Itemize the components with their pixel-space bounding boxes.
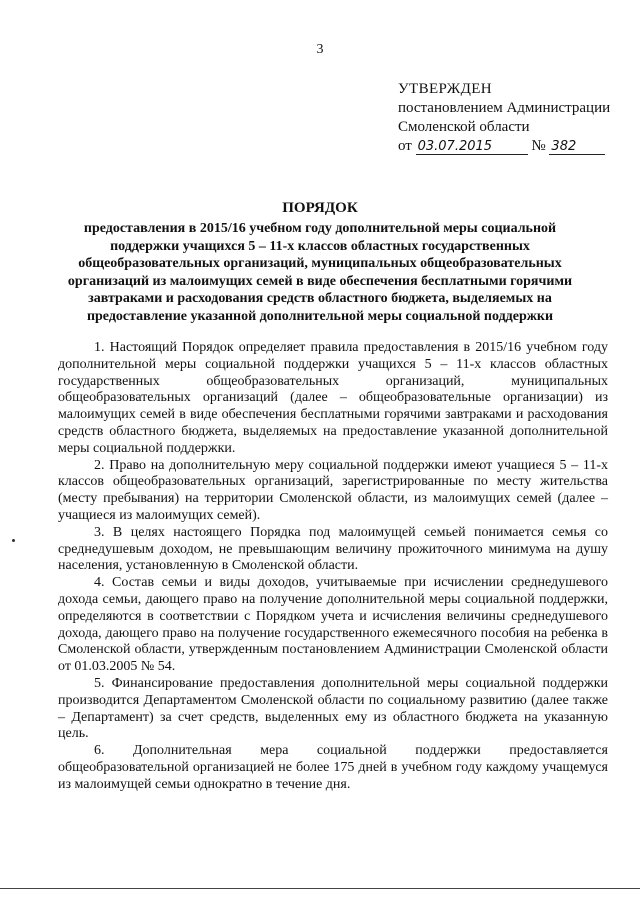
number-label: № <box>531 138 546 154</box>
approval-line-2: Смоленской области <box>398 119 530 135</box>
handwritten-date: 03.07.2015 <box>416 140 528 155</box>
page-number: 3 <box>316 42 324 57</box>
document-title: ПОРЯДОК <box>282 200 358 216</box>
approval-heading: УТВЕРЖДЕН <box>398 81 493 97</box>
handwritten-number: 382 <box>549 140 605 155</box>
approval-date-line <box>398 137 628 156</box>
scan-margin-mark <box>12 539 15 542</box>
footer-rule <box>0 888 640 889</box>
paragraph-5: 5. Финансирование предоставления дополнительной меры социальной поддержки производится Департаментом Смоленской области по социальному развитию (далее также – Департамент) за счет средств, выделенных ему из областного бюджета на указанную цель. <box>58 675 608 742</box>
paragraph-4: 4. Состав семьи и виды доходов, учитываемые при исчислении среднедушевого дохода семьи, дающего право на получение дополнительной меры социальной поддержки, определяются в соответствии с Порядком учета и исчисления величины среднедушевого дохода, дающего право на получение государственного ежемесячного пособия на ребенка в Смоленской области, утвержденным постановлением Администрации Смоленской области от 01.03.2005 № 54. <box>58 575 608 675</box>
paragraph-2: 2. Право на дополнительную меру социальной поддержки имеют учащиеся 5 – 11-х классов общеобразовательных организаций, зарегистрированные по месту жительства (месту пребывания) на территории Смоленской области, из малоимущих семей (далее – учащиеся из малоимущих семей). <box>58 457 608 523</box>
paragraph-3: 3. В целях настоящего Порядка под малоимущей семьей понимается семья со среднедушевым доходом, не превышающим величину прожиточного минимума на душу населения, установленную в Смоленской области. <box>58 524 608 574</box>
approval-block <box>398 80 628 156</box>
document-body <box>58 340 608 794</box>
date-prefix: от <box>398 138 412 154</box>
document-subtitle: предоставления в 2015/16 учебном году дополнительной меры социальной поддержки учащихся 5 – 11-х классов областных государственных общеобразовательных организаций, муниципальных общеобразовательных организаций из малоимущих семей в виде обеспечения бесплатными горячими завтраками и расходования средств областного бюджета, выделяемых на предоставление указанной дополнительной меры социальной поддержки <box>67 221 573 324</box>
paragraph-6: 6. Дополнительная мера социальной поддержки предоставляется общеобразовательной организацией не более 175 дней в учебном году каждому учащемуся из малоимущей семьи однократно в течение дня. <box>58 743 608 792</box>
approval-line-1: постановлением Администрации <box>398 100 611 116</box>
paragraph-1: 1. Настоящий Порядок определяет правила предоставления в 2015/16 учебном году дополнительной меры социальной поддержки учащихся 5 – 11-х классов областных государственных общеобразовательных организаций, муниципальных общеобразовательных организаций (далее – общеобразовательные организации) из малоимущих семей в виде обеспечения бесплатными горячими завтраками и расходования средств областного бюджета, выделяемых на предоставление указанной дополнительной меры социальной поддержки. <box>58 340 608 456</box>
